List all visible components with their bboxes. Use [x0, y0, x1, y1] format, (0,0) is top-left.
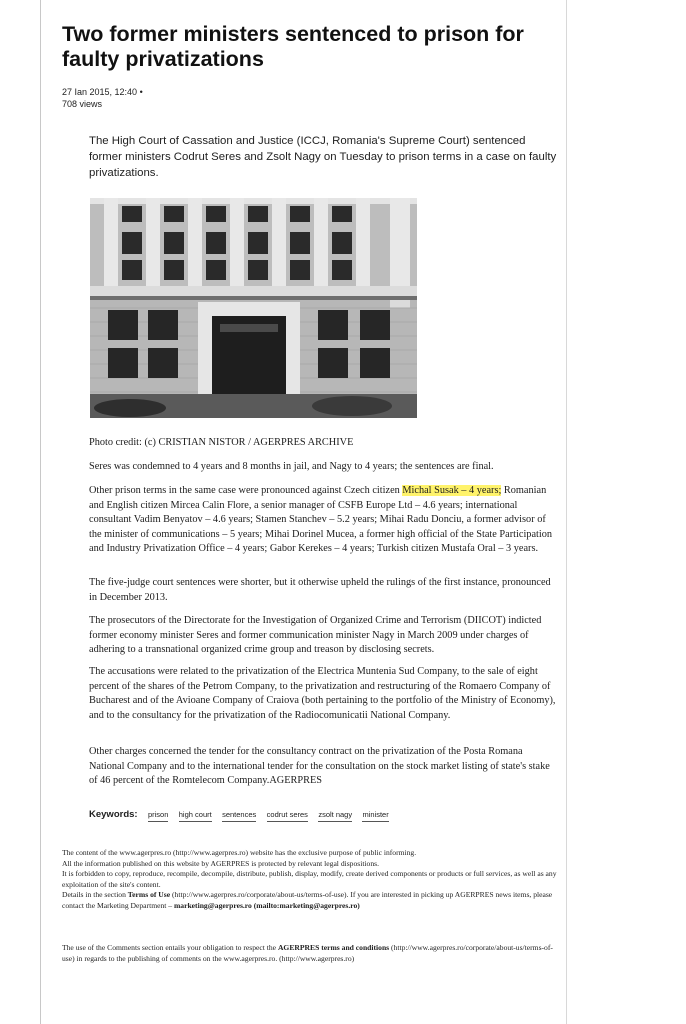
footer-line: The content of the www.agerpres.ro (http://www.agerpres.ro) website has the exclusive purpose of public informing. — [62, 848, 417, 857]
mailto-link[interactable]: (mailto:marketing@agerpres.ro) — [251, 900, 360, 910]
keyword-link[interactable]: prison — [148, 809, 168, 822]
keyword-link[interactable]: high court — [179, 809, 212, 822]
scan-left-edge — [40, 0, 41, 1024]
terms-of-use-link[interactable]: Terms of Use — [127, 890, 171, 900]
footer-line: All the information published on this website by AGERPRES is protected by relevant legal dispositions. — [62, 858, 380, 868]
keyword-link[interactable]: sentences — [222, 809, 256, 822]
footer-line: It is forbidden to copy, reproduce, recompile, decompile, distribute, publish, display, modify, create derived components or products or full services, as well as any exploitation of the site's content. — [62, 869, 557, 889]
footer-text: The use of the Comments section entails your obligation to respect the — [62, 943, 278, 952]
footer-notice — [62, 848, 562, 912]
article-title: Two former ministers sentenced to prison for faulty privatizations — [62, 22, 524, 71]
article-photo — [90, 198, 417, 418]
scan-right-edge — [566, 0, 567, 1024]
paragraph-court-sentences: The five-judge court sentences were shorter, but it otherwise upheld the rulings of the first instance, pronounced in December 2013. — [89, 577, 551, 603]
paragraph-other-terms — [89, 484, 559, 557]
keywords-bar — [89, 808, 559, 822]
paragraph-other-terms-start: Other prison terms in the same case were pronounced against Czech citizen — [89, 485, 403, 496]
article-date: 27 Ian 2015, 12:40 • — [62, 87, 143, 97]
paragraph-sentences: Seres was condemned to 4 years and 8 months in jail, and Nagy to 4 years; the sentences are final. — [89, 461, 494, 472]
article-lead: The High Court of Cassation and Justice (ICCJ, Romania's Supreme Court) sentenced former ministers Codrut Seres and Zsolt Nagy on Tuesday to prison terms in a case on faulty privatizations. — [89, 135, 557, 179]
court-building-image — [90, 198, 417, 418]
footer-text: Details in the section — [62, 890, 128, 900]
footer-comments-notice — [62, 943, 562, 964]
article-meta — [62, 86, 362, 110]
paragraph-accusations: The accusations were related to the privatization of the Electrica Muntenia Sud Company, to the sale of eight percent of the shares of the Petrom Company, to the privatization and restructuring of the Romaero Company of Bucharest and of the Avioane Company of Craiova (both pertaining to the portfolio of the Ministry of Economy), and to the consultancy for the privatization of the Radiocomunicatii National Company. — [89, 666, 556, 721]
paragraph-other-terms-end: Romanian and English citizen Mircea Calin Flore, a senior manager of CSFB Europe Ltd – 4.6 years; international consultant Vadim Benyatov – 4.6 years; Stamen Stanchev – 5.2 years; Mihai Radu Donciu, a former advisor of the minister of communications – 5 years; Mihai Dorinel Mucea, a former high official of the State Participation and Industry Privatization Office – 4 years; Gabor Kerekes – 4 years; Turkish citizen Mustafa Oral – 3 years. — [89, 485, 553, 554]
footer-text: (http://www.agerpres.ro/corporate/about-us/terms-of-use). If you are interested in picking up AGERPRES news items, please contact the Marketing Department – — [62, 890, 553, 910]
keyword-link[interactable]: minister — [362, 809, 388, 822]
footer-terms-line — [62, 890, 562, 911]
marketing-email-link[interactable]: marketing@agerpres.ro — [173, 900, 252, 910]
paragraph-prosecutors: The prosecutors of the Directorate for the Investigation of Organized Crime and Terrorism (DIICOT) indicted former economy minister Seres and former communication minister Nagy in March 2009 under charges of adhering to a transnational organized crime group and treason by disclosing secrets. — [89, 615, 542, 655]
photo-credit: Photo credit: (c) CRISTIAN NISTOR / AGERPRES ARCHIVE — [89, 437, 354, 448]
highlighted-text: Michal Susak – 4 years; — [402, 485, 502, 496]
paragraph-other-charges: Other charges concerned the tender for the consultancy contract on the privatization of the Posta Romana National Company and to the international tender for the consultation on the stock market listing of state's stake of 46 percent of the Romtelecom Company.AGERPRES — [89, 746, 550, 786]
keyword-link[interactable]: zsolt nagy — [318, 809, 352, 822]
keywords-label: Keywords: — [89, 809, 138, 820]
keyword-link[interactable]: codrut seres — [267, 809, 308, 822]
terms-conditions-link[interactable]: AGERPRES terms and conditions — [277, 943, 390, 952]
article-views: 708 views — [62, 99, 103, 109]
footer-text: (http://www.agerpres.ro/corporate/about-us/terms-of-use) in regards to the publishing of comments on the www.agerpres.ro. (http://www.agerpres.ro) — [62, 943, 553, 963]
